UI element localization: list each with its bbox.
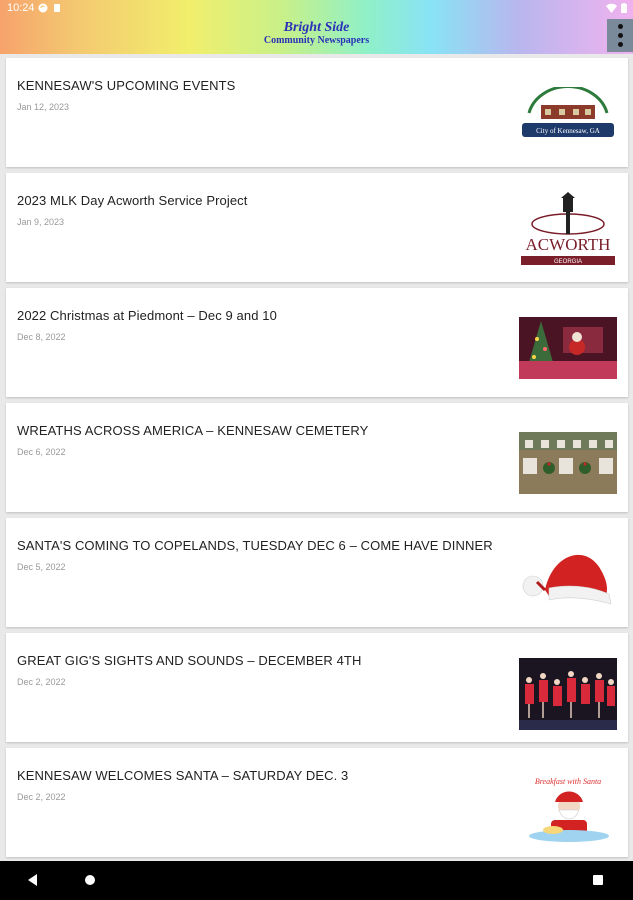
cemetery-wreaths-photo xyxy=(519,432,617,494)
article-date: Dec 2, 2022 xyxy=(17,677,66,687)
acworth-logo xyxy=(519,192,617,268)
recent-apps-icon[interactable] xyxy=(593,875,603,885)
sim-card-icon xyxy=(52,3,62,13)
article-date: Dec 5, 2022 xyxy=(17,562,66,572)
article-title: 2022 Christmas at Piedmont – Dec 9 and 10 xyxy=(17,308,277,323)
app-header xyxy=(0,0,633,54)
breakfast-with-santa-text: Breakfast with Santa xyxy=(534,777,602,786)
app-logo xyxy=(0,20,633,46)
article-card[interactable] xyxy=(6,173,628,282)
article-title: KENNESAW WELCOMES SANTA – SATURDAY DEC. 3 xyxy=(17,768,349,783)
system-nav-bar xyxy=(0,861,633,900)
article-card[interactable] xyxy=(6,403,628,512)
battery-icon xyxy=(621,3,627,13)
status-bar xyxy=(0,0,633,18)
article-date: Dec 8, 2022 xyxy=(17,332,66,342)
article-date: Jan 12, 2023 xyxy=(17,102,70,112)
app-title: Bright Side xyxy=(283,20,350,35)
kennesaw-logo-text: City of Kennesaw, GA xyxy=(536,127,600,135)
more-vert-icon xyxy=(618,24,623,29)
santa-hat-image xyxy=(519,538,617,610)
more-vert-dot xyxy=(618,33,623,38)
city-of-kennesaw-logo xyxy=(519,87,617,149)
acworth-logo-text: ACWORTH xyxy=(525,235,611,254)
article-card[interactable] xyxy=(6,518,628,627)
article-title: GREAT GIG'S SIGHTS AND SOUNDS – DECEMBER 4TH xyxy=(17,653,362,668)
christmas-photo xyxy=(519,317,617,379)
status-icons xyxy=(606,3,627,13)
home-icon[interactable] xyxy=(85,875,95,885)
article-card[interactable] xyxy=(6,633,628,742)
article-date: Jan 9, 2023 xyxy=(17,217,65,227)
article-title: KENNESAW'S UPCOMING EVENTS xyxy=(17,78,236,93)
more-vert-dot xyxy=(618,42,623,47)
back-icon[interactable] xyxy=(28,874,37,886)
article-title: WREATHS ACROSS AMERICA – KENNESAW CEMETERY xyxy=(17,423,369,438)
sync-icon xyxy=(38,3,48,13)
article-card[interactable] xyxy=(6,288,628,397)
article-list xyxy=(6,58,628,863)
article-card[interactable] xyxy=(6,58,628,167)
wifi-icon xyxy=(606,3,617,13)
article-date: Dec 6, 2022 xyxy=(17,447,66,457)
article-date: Dec 2, 2022 xyxy=(17,792,66,802)
article-title: SANTA'S COMING TO COPELANDS, TUESDAY DEC 6 – COME HAVE DINNER xyxy=(17,538,493,553)
breakfast-with-santa-image xyxy=(519,772,617,844)
status-time: 10:24 xyxy=(7,2,35,14)
dancers-photo xyxy=(519,658,617,730)
overflow-menu-button[interactable] xyxy=(607,19,633,52)
article-card[interactable] xyxy=(6,748,628,857)
acworth-logo-subtext: GEORGIA xyxy=(553,259,583,265)
app-subtitle: Community Newspapers xyxy=(263,35,370,46)
article-title: 2023 MLK Day Acworth Service Project xyxy=(17,193,248,208)
